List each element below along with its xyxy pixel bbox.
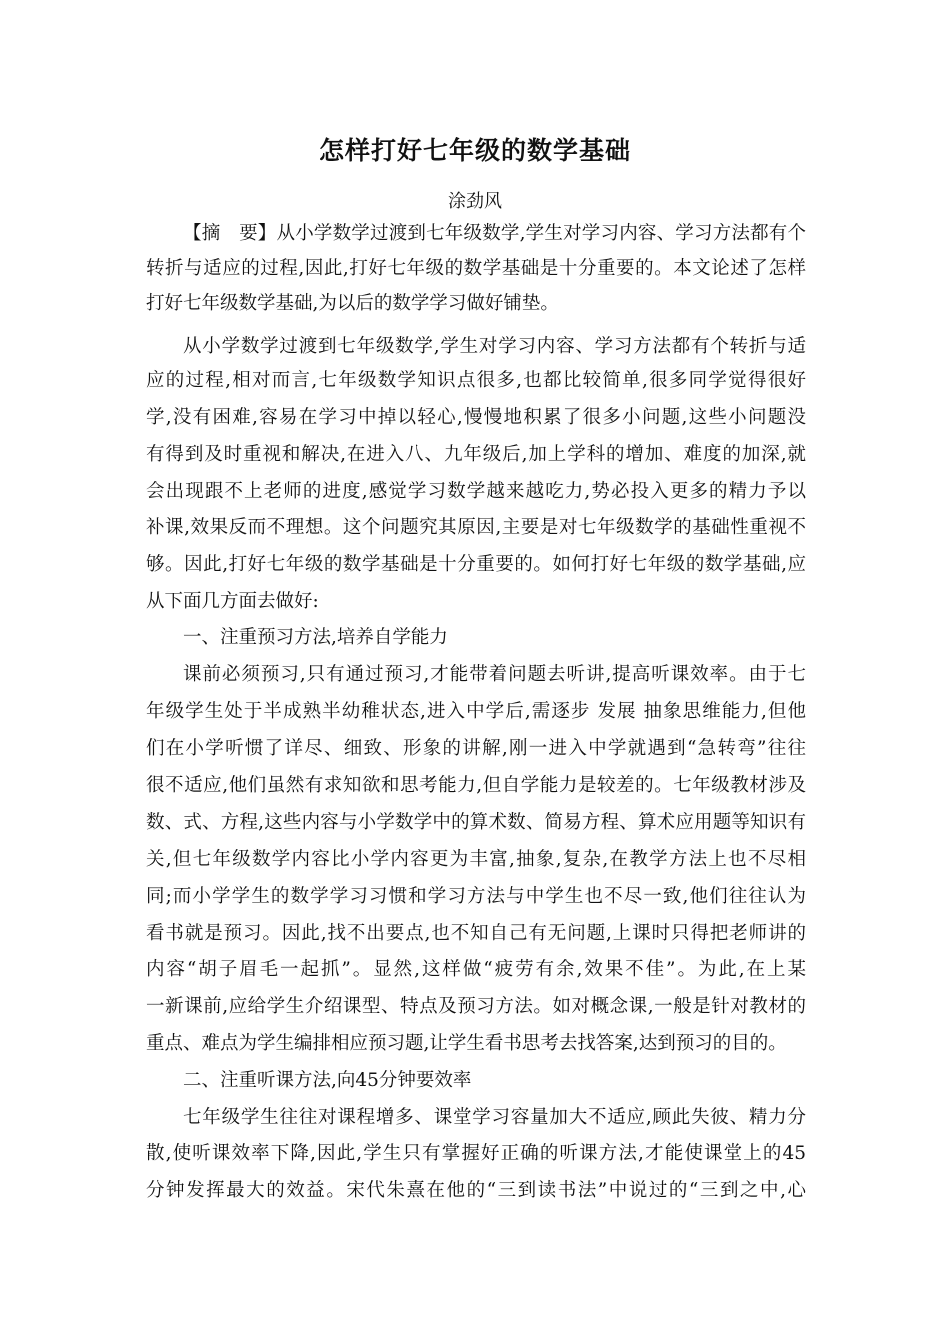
- paragraph-line: 年级学生处于半成熟半幼稚状态,进入中学后,需逐步 发展 抽象思维能力,但他: [146, 701, 806, 722]
- paragraph-line: 一新课前,应给学生介绍课型、特点及预习方法。如对概念课,一般是针对教材的: [146, 996, 806, 1017]
- paragraph-line: 够。因此,打好七年级的数学基础是十分重要的。如何打好七年级的数学基础,应: [146, 554, 806, 575]
- paragraph-line: 会出现跟不上老师的进度,感觉学习数学越来越吃力,势必投入更多的精力予以: [146, 481, 806, 502]
- abstract-line: 转折与适应的过程,因此,打好七年级的数学基础是十分重要的。本文论述了怎样: [146, 258, 806, 279]
- paragraph-line: 重点、难点为学生编排相应预习题,让学生看书思考去找答案,达到预习的目的。: [146, 1033, 787, 1054]
- paragraph-line: 关,但七年级数学内容比小学内容更为丰富,抽象,复杂,在教学方法上也不尽相: [146, 849, 806, 870]
- paragraph-line: 从下面几方面去做好:: [146, 591, 319, 612]
- paragraph-line: 同;而小学学生的数学学习习惯和学习方法与中学生也不尽一致,他们往往认为: [146, 886, 806, 907]
- paragraph-line: 从小学数学过渡到七年级数学,学生对学习内容、学习方法都有个转折与适: [183, 336, 806, 357]
- paragraph-line: 看书就是预习。因此,找不出要点,也不知自己有无问题,上课时只得把老师讲的: [146, 923, 806, 944]
- abstract-line: 打好七年级数学基础,为以后的数学学习做好铺垫。: [146, 293, 559, 314]
- paragraph-line: 应的过程,相对而言,七年级数学知识点很多,也都比较简单,很多同学觉得很好: [146, 370, 806, 391]
- section-heading: 二、注重听课方法,向45分钟要效率: [183, 1070, 472, 1091]
- paragraph-line: 七年级学生往往对课程增多、课堂学习容量加大不适应,顾此失彼、精力分: [183, 1107, 806, 1128]
- paragraph-line: 学,没有困难,容易在学习中掉以轻心,慢慢地积累了很多小问题,这些小问题没: [146, 407, 806, 428]
- paragraph-line: 补课,效果反而不理想。这个问题究其原因,主要是对七年级数学的基础性重视不: [146, 517, 806, 538]
- paragraph-line: 很不适应,他们虽然有求知欲和思考能力,但自学能力是较差的。七年级教材涉及: [146, 775, 806, 796]
- section-heading: 一、注重预习方法,培养自学能力: [183, 627, 448, 648]
- document-title: 怎样打好七年级的数学基础: [318, 136, 631, 165]
- paragraph-line: 分钟发挥最大的效益。宋代朱熹在他的“三到读书法”中说过的“三到之中,心: [146, 1180, 806, 1201]
- paragraph-line: 数、式、方程,这些内容与小学数学中的算术数、简易方程、算术应用题等知识有: [146, 812, 806, 833]
- paragraph-line: 散,使听课效率下降,因此,学生只有掌握好正确的听课方法,才能使课堂上的45: [146, 1143, 806, 1164]
- paragraph-line: 有得到及时重视和解决,在进入八、九年级后,加上学科的增加、难度的加深,就: [146, 444, 806, 465]
- paragraph-line: 课前必须预习,只有通过预习,才能带着问题去听讲,提高听课效率。由于七: [183, 664, 806, 685]
- paragraph-line: 内容“胡子眉毛一起抓”。显然,这样做“疲劳有余,效果不佳”。为此,在上某: [146, 959, 806, 980]
- abstract-line: 【摘 要】从小学数学过渡到七年级数学,学生对学习内容、学习方法都有个: [183, 223, 806, 244]
- paragraph-line: 们在小学听惯了详尽、细致、形象的讲解,刚一进入中学就遇到“急转弯”往往: [146, 738, 806, 759]
- document-author: 涂劲风: [448, 191, 502, 212]
